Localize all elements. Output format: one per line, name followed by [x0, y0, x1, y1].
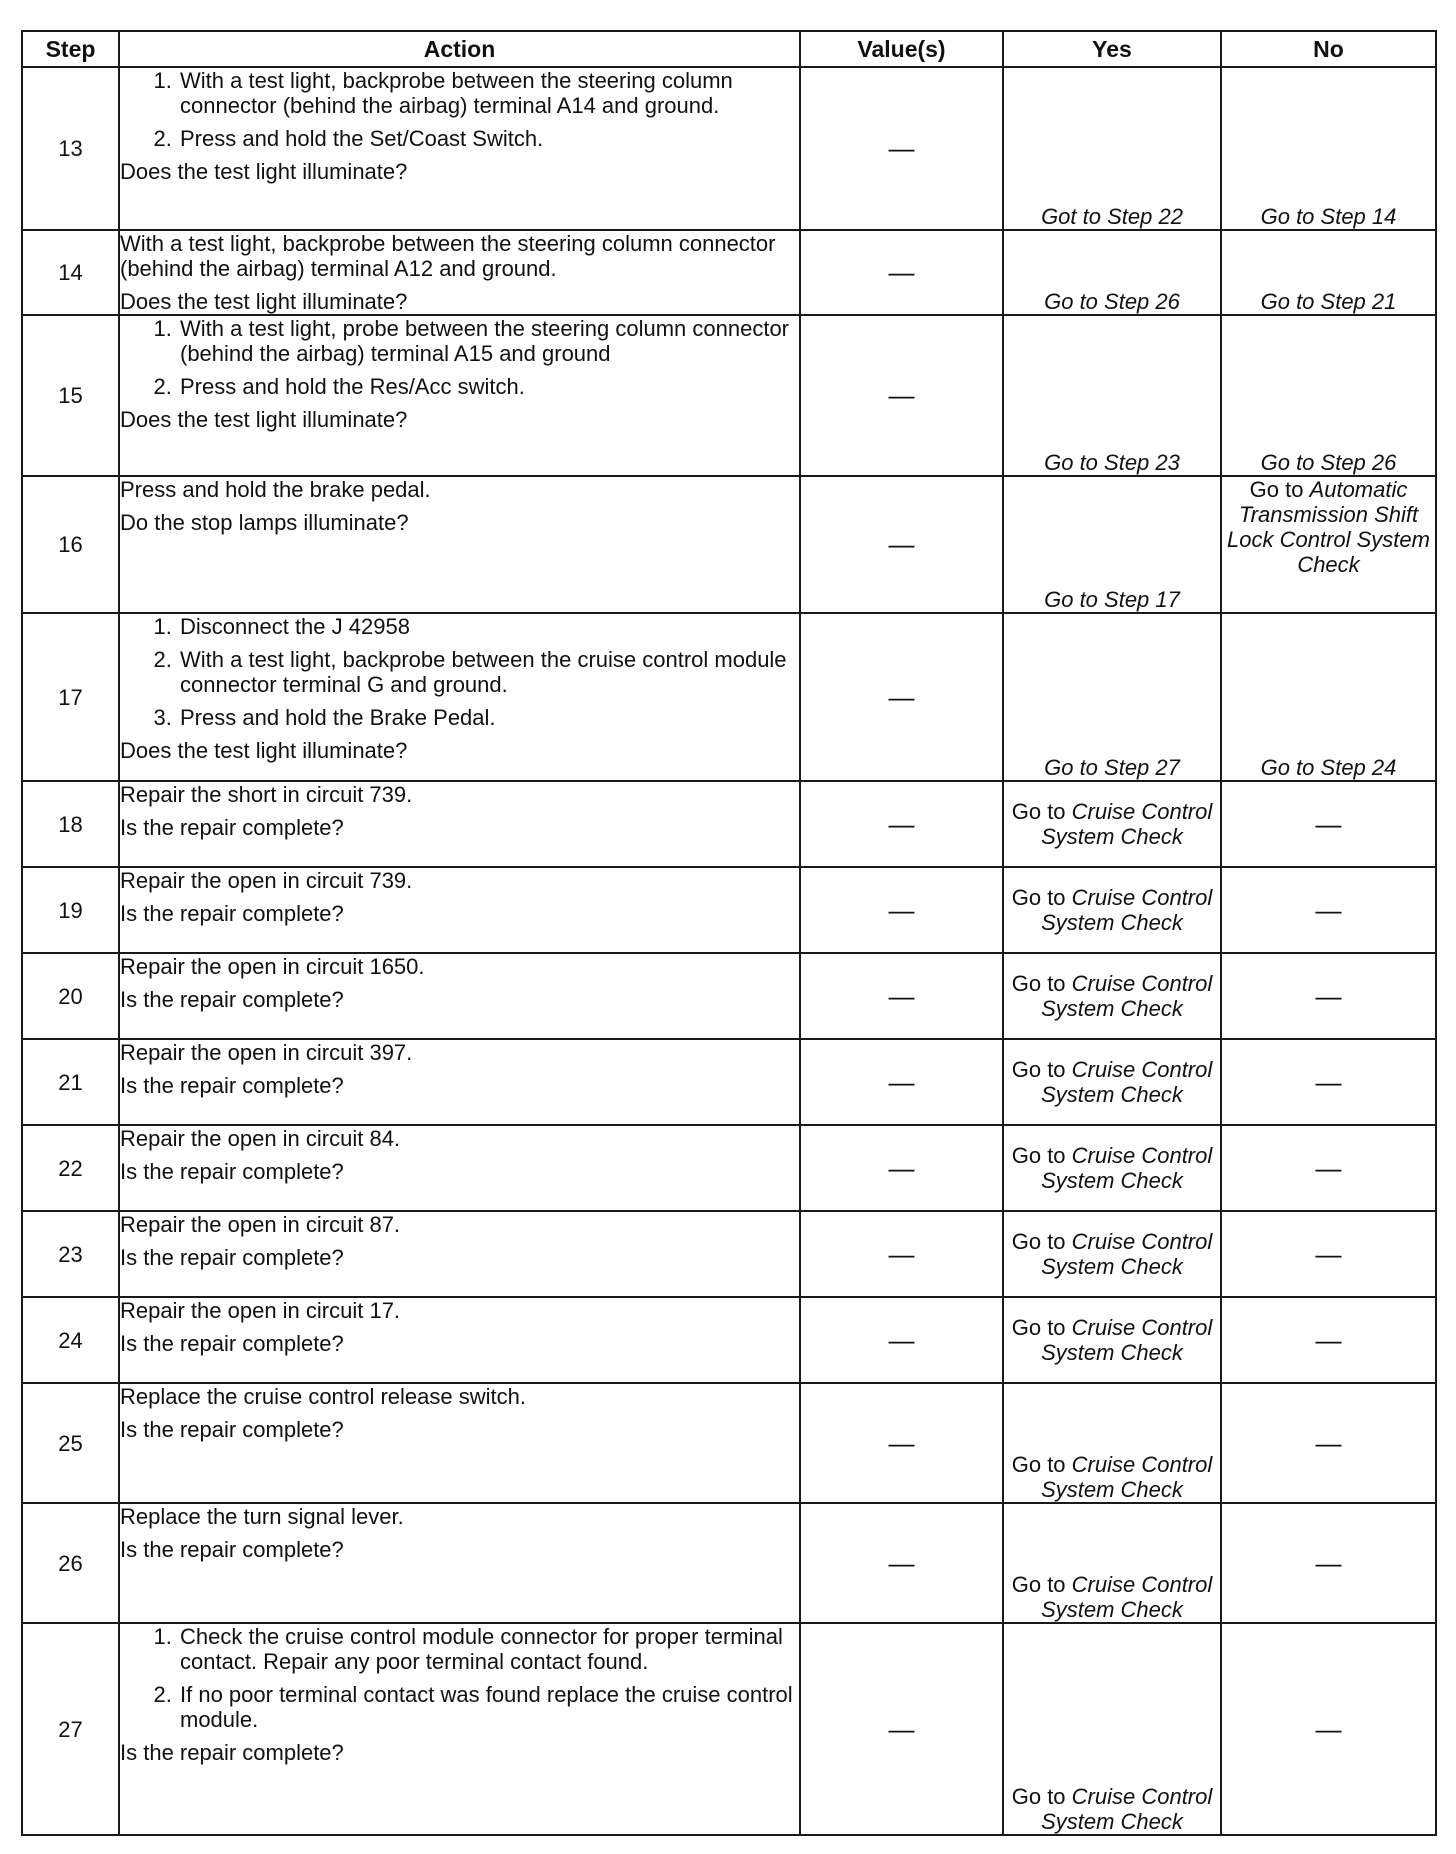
table-row	[22, 476, 1436, 613]
header-row	[22, 31, 1436, 67]
no-cell: Go to Step 14	[1221, 67, 1436, 230]
no-cell: —	[1221, 1125, 1436, 1211]
action-question: Is the repair complete?	[120, 1740, 344, 1765]
action-text: Repair the open in circuit 17.	[120, 1298, 401, 1323]
action-step: 3. Press and hold the Brake Pedal.	[178, 705, 799, 730]
goto-prefix: Go to	[1011, 1143, 1072, 1168]
action-step: 1. Disconnect the J 42958	[178, 614, 799, 639]
goto-prefix: Go to	[1011, 1057, 1072, 1082]
action-question: Is the repair complete?	[120, 1417, 344, 1442]
yes-cell	[1003, 1297, 1221, 1383]
action-step: 2. With a test light, backprobe between the cruise control module connector terminal G and ground.	[178, 647, 799, 697]
action-text: With a test light, backprobe between the steering column connector (behind the airbag) terminal A12 and ground.	[120, 231, 776, 281]
action-step: 2. If no poor terminal contact was found replace the cruise control module.	[178, 1682, 799, 1732]
no-cell: —	[1221, 867, 1436, 953]
step-number: 17	[22, 613, 119, 781]
action-step: 1. With a test light, probe between the steering column connector (behind the airbag) terminal A15 and ground	[178, 316, 799, 366]
table-row	[22, 1211, 1436, 1297]
action-question: Is the repair complete?	[120, 1331, 344, 1356]
action-cell	[119, 1623, 800, 1835]
goto-prefix: Go to	[1011, 885, 1072, 910]
yes-reference: Cruise Control System Check	[1041, 1143, 1213, 1193]
action-cell	[119, 1211, 800, 1297]
yes-reference: Cruise Control System Check	[1041, 1784, 1213, 1834]
step-number: 27	[22, 1623, 119, 1835]
diagnostic-table	[21, 30, 1437, 1836]
action-step: 2. Press and hold the Res/Acc switch.	[178, 374, 799, 399]
table-row	[22, 1383, 1436, 1503]
no-cell: —	[1221, 1383, 1436, 1503]
action-steps	[120, 1624, 799, 1740]
yes-cell	[1003, 781, 1221, 867]
action-question: Is the repair complete?	[120, 1245, 344, 1270]
yes-reference: Cruise Control System Check	[1041, 1572, 1213, 1622]
action-cell	[119, 476, 800, 613]
table-row	[22, 1623, 1436, 1835]
step-number: 15	[22, 315, 119, 476]
action-question: Is the repair complete?	[120, 987, 344, 1012]
header-yes: Yes	[1003, 31, 1221, 67]
action-cell	[119, 1297, 800, 1383]
action-question: Does the test light illuminate?	[120, 407, 408, 432]
value-cell: —	[800, 1211, 1003, 1297]
value-cell: —	[800, 953, 1003, 1039]
yes-cell: Go to Step 26	[1003, 230, 1221, 315]
action-cell	[119, 953, 800, 1039]
no-cell: Go to Step 21	[1221, 230, 1436, 315]
goto-prefix: Go to	[1249, 477, 1310, 502]
header-no: No	[1221, 31, 1436, 67]
goto-prefix: Go to	[1011, 799, 1072, 824]
step-number: 23	[22, 1211, 119, 1297]
no-cell: —	[1221, 953, 1436, 1039]
action-text: Replace the turn signal lever.	[120, 1504, 404, 1529]
step-number: 21	[22, 1039, 119, 1125]
value-cell: —	[800, 230, 1003, 315]
action-question: Does the test light illuminate?	[120, 738, 408, 763]
action-question: Is the repair complete?	[120, 1537, 344, 1562]
header-step: Step	[22, 31, 119, 67]
step-number: 13	[22, 67, 119, 230]
step-number: 25	[22, 1383, 119, 1503]
step-number: 22	[22, 1125, 119, 1211]
goto-prefix: Go to	[1011, 971, 1072, 996]
action-text: Press and hold the brake pedal.	[120, 477, 431, 502]
step-number: 14	[22, 230, 119, 315]
yes-cell	[1003, 1383, 1221, 1503]
value-cell: —	[800, 476, 1003, 613]
table-row	[22, 1297, 1436, 1383]
value-cell: —	[800, 1623, 1003, 1835]
table-row	[22, 1125, 1436, 1211]
value-cell: —	[800, 781, 1003, 867]
table-row	[22, 230, 1436, 315]
table-row	[22, 781, 1436, 867]
table-row	[22, 1039, 1436, 1125]
value-cell: —	[800, 867, 1003, 953]
value-cell: —	[800, 613, 1003, 781]
step-number: 16	[22, 476, 119, 613]
no-cell: —	[1221, 1623, 1436, 1835]
goto-prefix: Go to	[1011, 1315, 1072, 1340]
action-steps	[120, 68, 799, 159]
value-cell: —	[800, 67, 1003, 230]
yes-cell: Got to Step 22	[1003, 67, 1221, 230]
action-text: Repair the open in circuit 87.	[120, 1212, 401, 1237]
action-question: Does the test light illuminate?	[120, 289, 408, 314]
action-cell	[119, 1383, 800, 1503]
value-cell: —	[800, 1503, 1003, 1623]
no-cell: —	[1221, 1211, 1436, 1297]
no-cell: —	[1221, 1503, 1436, 1623]
action-text: Repair the short in circuit 739.	[120, 782, 413, 807]
action-cell	[119, 613, 800, 781]
goto-prefix: Go to	[1011, 1572, 1072, 1597]
value-cell: —	[800, 1297, 1003, 1383]
yes-cell	[1003, 953, 1221, 1039]
action-cell	[119, 1503, 800, 1623]
goto-prefix: Go to	[1011, 1784, 1072, 1809]
action-text: Repair the open in circuit 84.	[120, 1126, 401, 1151]
no-cell: Go to Step 26	[1221, 315, 1436, 476]
step-number: 26	[22, 1503, 119, 1623]
yes-reference: Cruise Control System Check	[1041, 885, 1213, 935]
yes-cell	[1003, 1623, 1221, 1835]
action-text: Replace the cruise control release switch.	[120, 1384, 526, 1409]
yes-cell	[1003, 1211, 1221, 1297]
yes-cell: Go to Step 23	[1003, 315, 1221, 476]
no-reference: Automatic Transmission Shift Lock Control System Check	[1227, 477, 1430, 577]
action-question: Does the test light illuminate?	[120, 159, 408, 184]
header-action: Action	[119, 31, 800, 67]
value-cell: —	[800, 315, 1003, 476]
no-cell: —	[1221, 781, 1436, 867]
action-step: 1. With a test light, backprobe between the steering column connector (behind the airbag) terminal A14 and ground.	[178, 68, 799, 118]
table-row	[22, 67, 1436, 230]
goto-prefix: Go to	[1011, 1229, 1072, 1254]
yes-reference: Cruise Control System Check	[1041, 1452, 1213, 1502]
action-cell	[119, 1125, 800, 1211]
value-cell: —	[800, 1383, 1003, 1503]
step-number: 20	[22, 953, 119, 1039]
yes-reference: Cruise Control System Check	[1041, 971, 1213, 1021]
action-question: Is the repair complete?	[120, 901, 344, 926]
goto-prefix: Go to	[1011, 1452, 1072, 1477]
action-text: Repair the open in circuit 397.	[120, 1040, 413, 1065]
action-text: Repair the open in circuit 739.	[120, 868, 413, 893]
table-row	[22, 1503, 1436, 1623]
yes-cell	[1003, 1039, 1221, 1125]
action-steps	[120, 614, 799, 738]
no-cell: —	[1221, 1039, 1436, 1125]
table-row	[22, 613, 1436, 781]
action-question: Is the repair complete?	[120, 815, 344, 840]
yes-reference: Cruise Control System Check	[1041, 799, 1213, 849]
yes-cell	[1003, 1503, 1221, 1623]
value-cell: —	[800, 1125, 1003, 1211]
yes-reference: Cruise Control System Check	[1041, 1229, 1213, 1279]
action-step: 1. Check the cruise control module connector for proper terminal contact. Repair any poor terminal contact found.	[178, 1624, 799, 1674]
action-cell	[119, 1039, 800, 1125]
action-steps	[120, 316, 799, 407]
yes-cell	[1003, 1125, 1221, 1211]
no-cell: Go to Step 24	[1221, 613, 1436, 781]
no-cell	[1221, 476, 1436, 613]
action-question: Is the repair complete?	[120, 1073, 344, 1098]
action-cell	[119, 67, 800, 230]
action-step: 2. Press and hold the Set/Coast Switch.	[178, 126, 799, 151]
table-row	[22, 867, 1436, 953]
action-text: Repair the open in circuit 1650.	[120, 954, 425, 979]
action-cell	[119, 315, 800, 476]
action-cell	[119, 781, 800, 867]
value-cell: —	[800, 1039, 1003, 1125]
yes-reference: Cruise Control System Check	[1041, 1057, 1213, 1107]
yes-cell: Go to Step 27	[1003, 613, 1221, 781]
action-cell	[119, 230, 800, 315]
header-values: Value(s)	[800, 31, 1003, 67]
table-row	[22, 953, 1436, 1039]
yes-reference: Cruise Control System Check	[1041, 1315, 1213, 1365]
action-question: Do the stop lamps illuminate?	[120, 510, 409, 535]
action-cell	[119, 867, 800, 953]
yes-cell: Go to Step 17	[1003, 476, 1221, 613]
step-number: 18	[22, 781, 119, 867]
action-question: Is the repair complete?	[120, 1159, 344, 1184]
no-cell: —	[1221, 1297, 1436, 1383]
yes-cell	[1003, 867, 1221, 953]
step-number: 24	[22, 1297, 119, 1383]
step-number: 19	[22, 867, 119, 953]
table-row	[22, 315, 1436, 476]
